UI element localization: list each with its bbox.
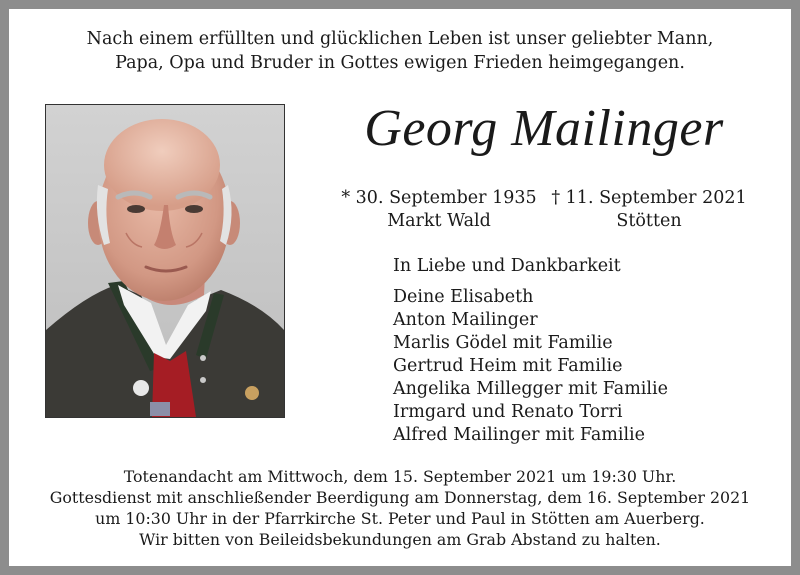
portrait-illustration — [46, 105, 284, 417]
intro-line: Nach einem erfüllten und glücklichen Leben ist unser geliebter Mann, — [86, 29, 714, 49]
mourner-name: Gertrud Heim mit Familie — [393, 356, 623, 376]
mourner-name: Anton Mailinger — [393, 310, 538, 330]
service-info — [9, 466, 791, 550]
intro-text — [9, 27, 791, 75]
mourner-name: Deine Elisabeth — [393, 287, 534, 307]
mourners-heading: In Liebe und Dankbarkeit — [393, 256, 621, 276]
mourner-name: Irmgard und Renato Torri — [393, 402, 623, 422]
mourner-name: Marlis Gödel mit Familie — [393, 333, 613, 353]
birth-date: * 30. September 1935 — [341, 188, 537, 208]
death-place: Stötten — [616, 211, 682, 231]
death-info — [529, 187, 769, 233]
mourner-name: Alfred Mailinger mit Familie — [393, 425, 646, 445]
service-line: um 10:30 Uhr in der Pfarrkirche St. Peter und Paul in Stötten am Auerberg. — [95, 509, 705, 528]
service-line: Gottesdienst mit anschließender Beerdigung am Donnerstag, dem 16. September 2021 — [49, 488, 751, 507]
intro-line: Papa, Opa und Bruder in Gottes ewigen Frieden heimgegangen. — [115, 53, 685, 73]
birth-info — [319, 187, 559, 233]
portrait-photo — [45, 104, 285, 418]
deceased-name: Georg Mailinger — [364, 100, 724, 157]
service-line: Totenandacht am Mittwoch, dem 15. September 2021 um 19:30 Uhr. — [123, 467, 677, 486]
mourner-name: Angelika Millegger mit Familie — [393, 379, 668, 399]
service-line: Wir bitten von Beileidsbekundungen am Grab Abstand zu halten. — [139, 530, 661, 549]
death-date: † 11. September 2021 — [551, 188, 747, 208]
mourners-list — [393, 255, 668, 447]
birth-place: Markt Wald — [387, 211, 491, 231]
